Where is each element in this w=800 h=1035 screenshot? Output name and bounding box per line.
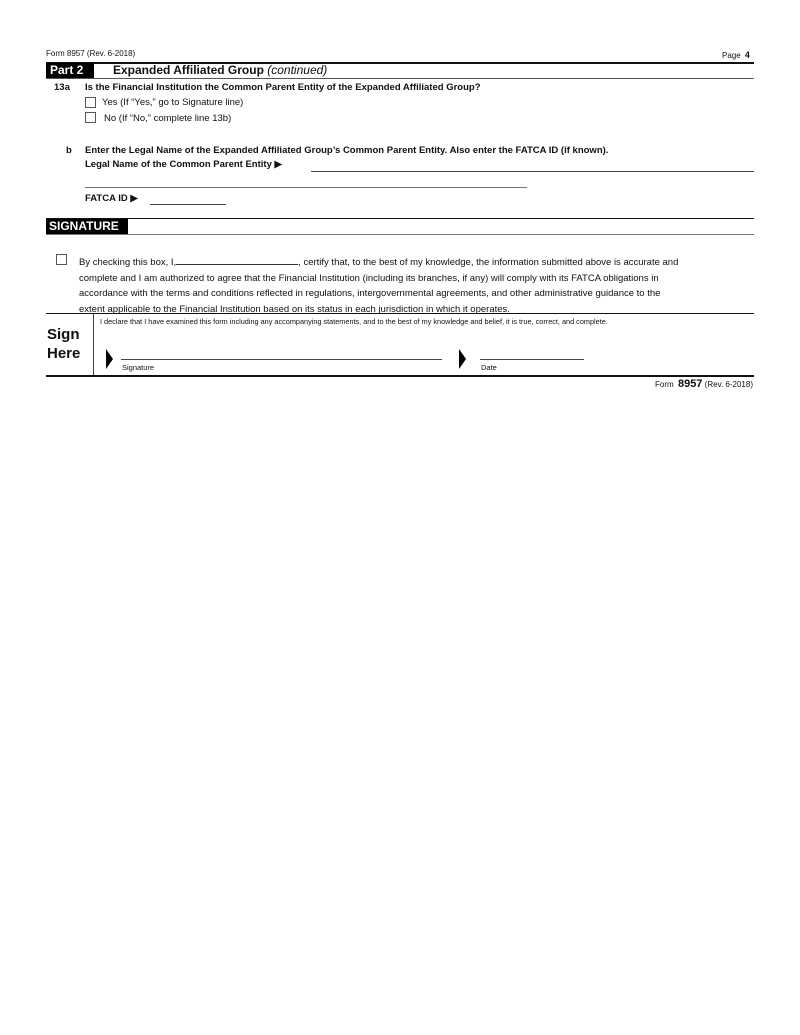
q13a-no-label: No (If “No,” complete line 13b) bbox=[104, 113, 232, 124]
sign-here-label: Sign Here bbox=[47, 326, 81, 362]
page-indicator bbox=[722, 50, 750, 60]
footer-form-reference: Form 8957 (Rev. 6-2018) bbox=[655, 378, 753, 390]
date-field[interactable] bbox=[480, 359, 584, 360]
part2-title-text: Expanded Affiliated Group bbox=[113, 63, 264, 77]
q13a-yes-checkbox[interactable] bbox=[85, 97, 96, 108]
form-reference: Form 8957 (Rev. 6-2018) bbox=[46, 49, 136, 58]
footer-form-number: 8957 bbox=[677, 378, 703, 390]
signature-arrow-icon bbox=[106, 349, 113, 369]
legal-name-label: Legal Name of the Common Parent Entity ▶ bbox=[85, 159, 282, 170]
q13a-no-checkbox[interactable] bbox=[85, 112, 96, 123]
part2-title bbox=[113, 63, 327, 78]
certification-text bbox=[79, 254, 754, 317]
sign-block-divider bbox=[93, 314, 94, 376]
signature-field[interactable] bbox=[121, 359, 442, 360]
legal-name-field-continued[interactable] bbox=[85, 187, 527, 188]
certification-line-2: complete and I am authorized to agree that the Financial Institution (including its branches, if any) will comply with its FATCA obligations in bbox=[79, 272, 659, 284]
q13b-instruction: Enter the Legal Name of the Expanded Affiliated Group’s Common Parent Entity. Also enter the FATCA ID (if known). bbox=[85, 145, 609, 156]
signature-label: Signature bbox=[122, 363, 155, 372]
fatca-id-field[interactable] bbox=[150, 204, 226, 205]
certification-checkbox[interactable] bbox=[56, 254, 67, 265]
date-arrow-icon bbox=[459, 349, 466, 369]
signature-top-rule bbox=[46, 218, 754, 219]
declaration-text: I declare that I have examined this form including any accompanying statements, and to the best of my knowledge and belief, it is true, correct, and complete. bbox=[100, 317, 608, 326]
date-label: Date bbox=[481, 363, 497, 372]
certifier-name-field[interactable] bbox=[176, 254, 298, 265]
legal-name-field[interactable] bbox=[311, 171, 754, 172]
part2-title-suffix: (continued) bbox=[267, 63, 328, 77]
part2-tag: Part 2 bbox=[46, 63, 94, 78]
certification-line-1: By checking this box, I, , certify that, to the best of my knowledge, the information submitted above is accurate and bbox=[79, 254, 754, 271]
certification-line-3: accordance with the terms and conditions reflected in regulations, intergovernmental agreements, and other administrative guidance to the bbox=[79, 288, 661, 299]
page-number: 4 bbox=[744, 50, 750, 60]
q13a-question: Is the Financial Institution the Common Parent Entity of the Expanded Affiliated Group? bbox=[85, 82, 481, 93]
q13a-number: 13a bbox=[54, 82, 70, 93]
fatca-id-label: FATCA ID ▶ bbox=[85, 193, 138, 204]
q13b-number: b bbox=[66, 145, 72, 156]
signature-heading-rule bbox=[46, 234, 754, 235]
page-label: Page bbox=[722, 51, 741, 60]
certification-line-4: extent applicable to the Financial Institution based on its status in each jurisdiction in which it operates. bbox=[79, 303, 510, 315]
q13a-yes-label: Yes (If “Yes,” go to Signature line) bbox=[102, 97, 244, 108]
sign-block-bottom-rule bbox=[46, 375, 754, 377]
sign-block-top-rule bbox=[46, 313, 754, 314]
signature-tag: SIGNATURE bbox=[46, 219, 128, 234]
part2-rule bbox=[46, 78, 754, 79]
